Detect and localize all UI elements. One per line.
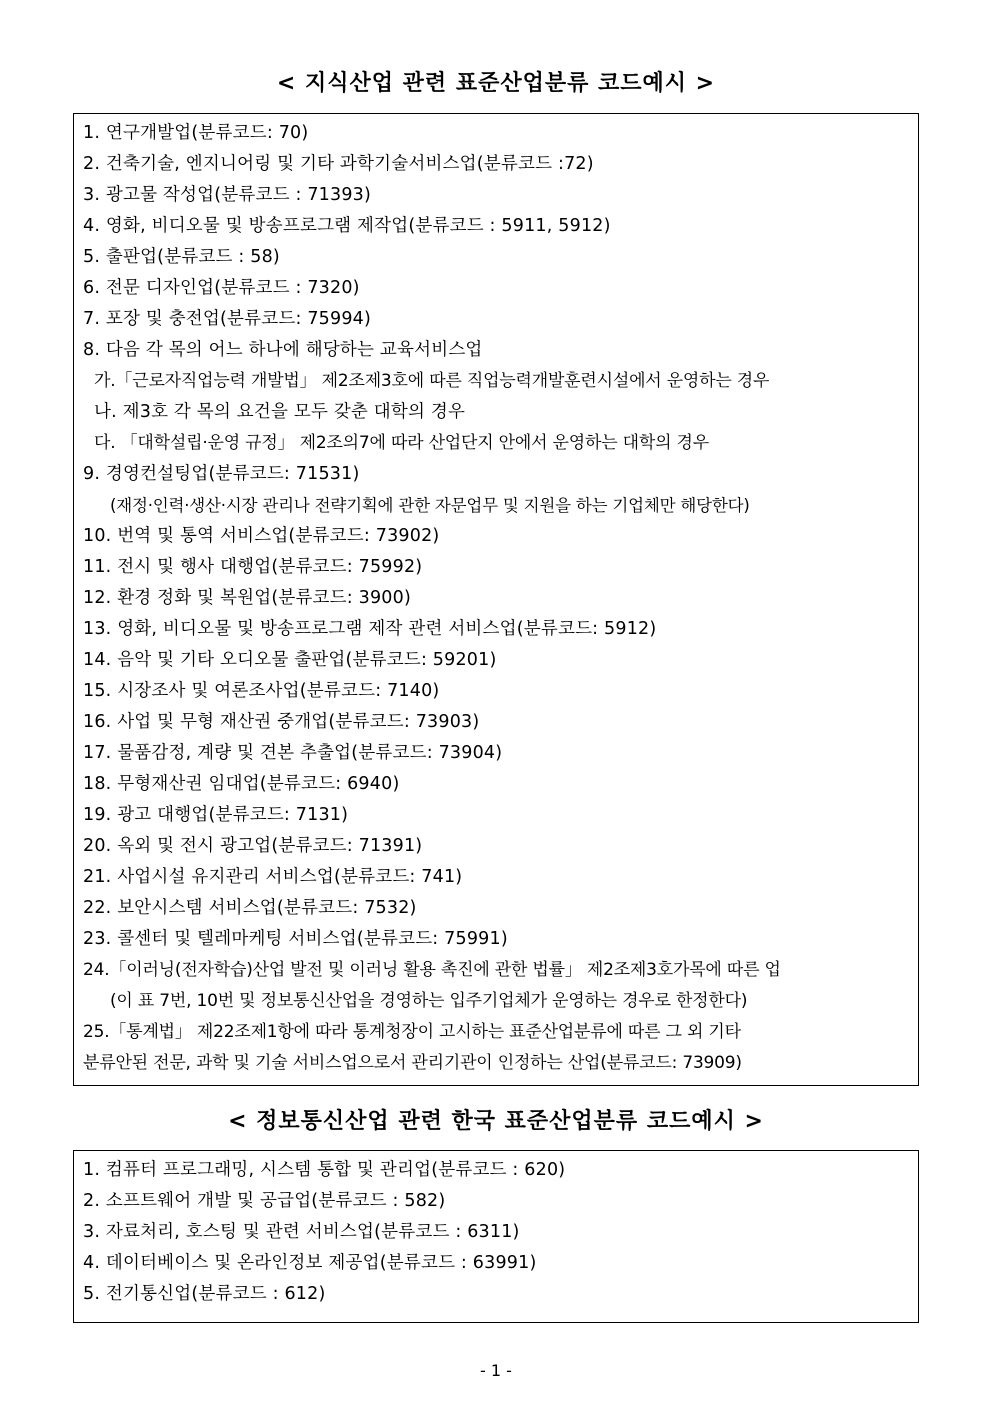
list-item: 19. 광고 대행업(분류코드: 7131): [83, 805, 349, 825]
list-item: 2. 소프트웨어 개발 및 공급업(분류코드 : 582): [83, 1191, 446, 1211]
list-item: 15. 시장조사 및 여론조사업(분류코드: 7140): [83, 681, 440, 701]
list-item: 5. 출판업(분류코드 : 58): [83, 247, 280, 267]
list-sub-item: 가.「근로자직업능력 개발법」 제2조제3호에 따른 직업능력개발훈련시설에서 운영하는 경우: [94, 371, 770, 391]
list-item: 9. 경영컨설팅업(분류코드: 71531): [83, 464, 360, 484]
list-item: 1. 연구개발업(분류코드: 70): [83, 123, 309, 143]
list-item: 13. 영화, 비디오물 및 방송프로그램 제작 관련 서비스업(분류코드: 5912): [83, 619, 657, 639]
list-item-note: (이 표 7번, 10번 및 정보통신산업을 경영하는 입주기업체가 운영하는 경우로 한정한다): [110, 991, 748, 1011]
list-sub-item: 나. 제3호 각 목의 요건을 모두 갖춘 대학의 경우: [94, 402, 466, 422]
list-item-note: (재정·인력·생산·시장 관리나 전략기획에 관한 자문업무 및 지원을 하는 기업체만 해당한다): [110, 496, 750, 515]
list-item: 12. 환경 정화 및 복원업(분류코드: 3900): [83, 588, 411, 608]
list-item: 23. 콜센터 및 텔레마케팅 서비스업(분류코드: 75991): [83, 929, 508, 949]
list-sub-item: 다. 「대학설립·운영 규정」 제2조의7에 따라 산업단지 안에서 운영하는 대학의 경우: [94, 433, 709, 453]
list-item: 18. 무형재산권 임대업(분류코드: 6940): [83, 774, 400, 794]
list-item: 20. 옥외 및 전시 광고업(분류코드: 71391): [83, 836, 423, 856]
list-item-continuation: 분류안된 전문, 과학 및 기술 서비스업으로서 관리기관이 인정하는 산업(분류코드: 73909): [83, 1053, 742, 1073]
section-title-knowledge-industry: < 지식산업 관련 표준산업분류 코드예시 >: [276, 71, 716, 96]
list-item: 16. 사업 및 무형 재산권 중개업(분류코드: 73903): [83, 712, 480, 732]
ict-industry-code-box: [73, 1150, 919, 1323]
list-item: 21. 사업시설 유지관리 서비스업(분류코드: 741): [83, 867, 463, 887]
list-item: 10. 번역 및 통역 서비스업(분류코드: 73902): [83, 526, 440, 546]
list-item: 8. 다음 각 목의 어느 하나에 해당하는 교육서비스업: [83, 340, 483, 360]
page-number: - 1 -: [480, 1361, 512, 1380]
section-title-ict-industry: < 정보통신산업 관련 한국 표준산업분류 코드예시 >: [228, 1109, 764, 1134]
list-item: 7. 포장 및 충전업(분류코드: 75994): [83, 309, 372, 329]
list-item: 4. 데이터베이스 및 온라인정보 제공업(분류코드 : 63991): [83, 1253, 537, 1273]
list-item: 3. 자료처리, 호스팅 및 관련 서비스업(분류코드 : 6311): [83, 1222, 520, 1242]
list-item: 22. 보안시스템 서비스업(분류코드: 7532): [83, 898, 417, 918]
list-item: 1. 컴퓨터 프로그래밍, 시스템 통합 및 관리업(분류코드 : 620): [83, 1160, 566, 1180]
list-item: 17. 물품감정, 계량 및 견본 추출업(분류코드: 73904): [83, 743, 503, 763]
knowledge-industry-code-box: [73, 113, 919, 1086]
list-item: 11. 전시 및 행사 대행업(분류코드: 75992): [83, 557, 423, 577]
list-item: 14. 음악 및 기타 오디오물 출판업(분류코드: 59201): [83, 650, 497, 670]
list-item: 6. 전문 디자인업(분류코드 : 7320): [83, 278, 360, 298]
list-item: 5. 전기통신업(분류코드 : 612): [83, 1284, 326, 1304]
list-item: 3. 광고물 작성업(분류코드 : 71393): [83, 185, 372, 205]
list-item: 4. 영화, 비디오물 및 방송프로그램 제작업(분류코드 : 5911, 5912): [83, 216, 611, 236]
list-item: 24.「이러닝(전자학습)산업 발전 및 이러닝 활용 촉진에 관한 법률」 제2조제3호가목에 따른 업: [83, 960, 781, 980]
list-item: 25.「통계법」 제22조제1항에 따라 통계청장이 고시하는 표준산업분류에 따른 그 외 기타: [83, 1022, 741, 1042]
list-item: 2. 건축기술, 엔지니어링 및 기타 과학기술서비스업(분류코드 :72): [83, 154, 594, 174]
